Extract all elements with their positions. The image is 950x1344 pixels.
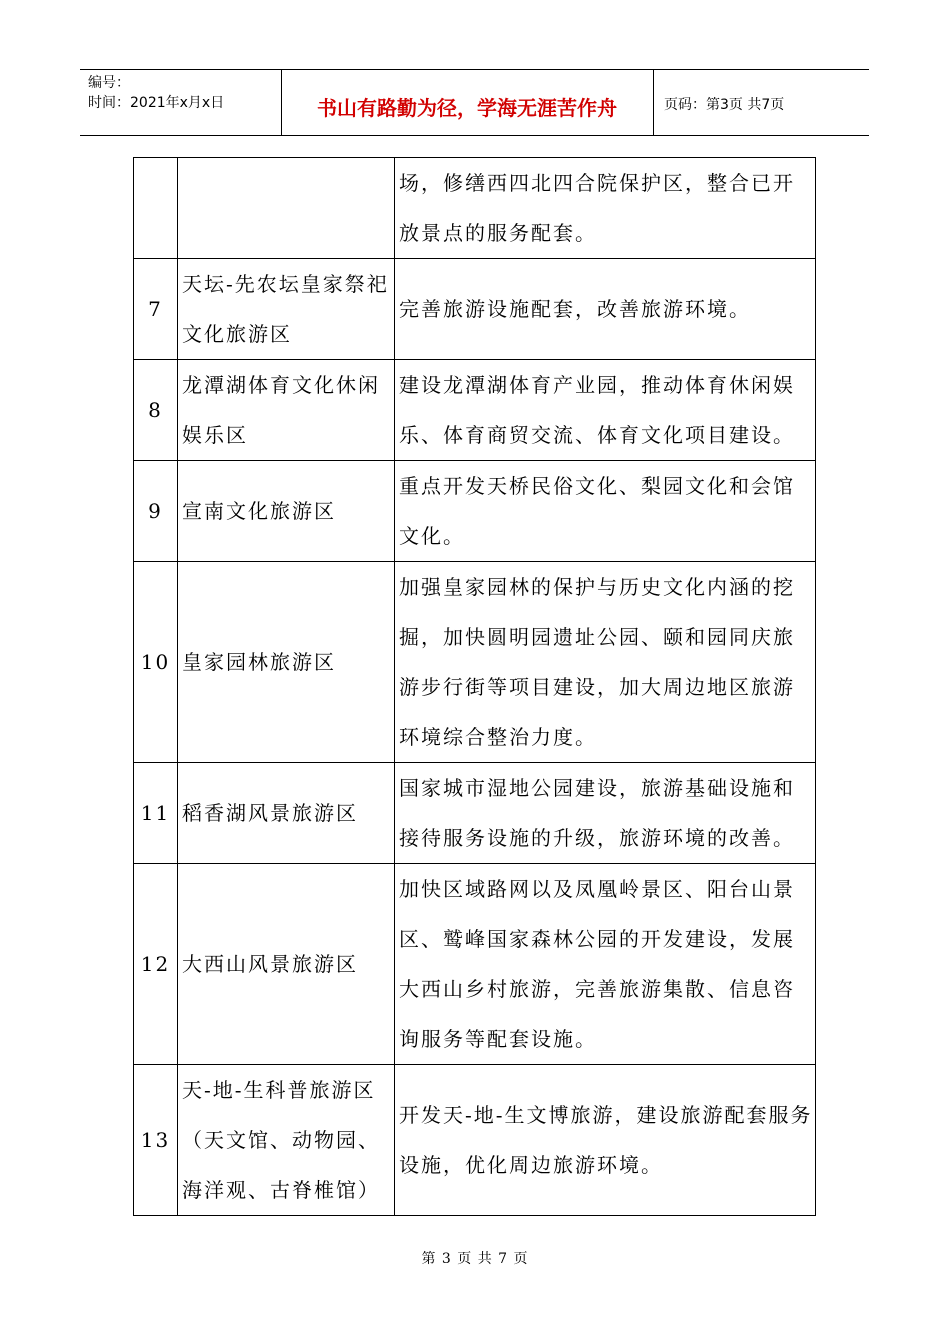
table-row [134, 1065, 816, 1216]
page-header [80, 69, 869, 136]
area-description: 完善旅游设施配套，改善旅游环境。 [395, 259, 816, 360]
area-description: 场，修缮西四北四合院保护区，整合已开放景点的服务配套。 [395, 158, 816, 259]
area-name [178, 158, 395, 259]
row-number: 12 [134, 864, 178, 1065]
table-row [134, 461, 816, 562]
table-row [134, 763, 816, 864]
area-description: 开发天-地-生文博旅游，建设旅游配套服务设施，优化周边旅游环境。 [395, 1065, 816, 1216]
serial-label: 编号： [88, 75, 130, 91]
area-description: 加强皇家园林的保护与历史文化内涵的挖掘，加快圆明园遗址公园、颐和园同庆旅游步行街等项目建设，加大周边地区旅游环境综合整治力度。 [395, 562, 816, 763]
table-row [134, 562, 816, 763]
row-number [134, 158, 178, 259]
time-label: 时间：2021年x月x日 [88, 95, 225, 111]
area-description: 重点开发天桥民俗文化、梨园文化和会馆文化。 [395, 461, 816, 562]
header-divider [653, 70, 654, 135]
row-number: 8 [134, 360, 178, 461]
header-page-info: 页码：第3页 共7页 [664, 97, 785, 113]
area-name: 宣南文化旅游区 [178, 461, 395, 562]
header-meta [88, 73, 224, 113]
area-name: 天-地-生科普旅游区（天文馆、动物园、海洋观、古脊椎馆） [178, 1065, 395, 1216]
area-description: 加快区域路网以及凤凰岭景区、阳台山景区、鹫峰国家森林公园的开发建设，发展大西山乡村旅游，完善旅游集散、信息咨询服务等配套设施。 [395, 864, 816, 1065]
area-name: 皇家园林旅游区 [178, 562, 395, 763]
area-description: 建设龙潭湖体育产业园，推动体育休闲娱乐、体育商贸交流、体育文化项目建设。 [395, 360, 816, 461]
area-name: 天坛-先农坛皇家祭祀文化旅游区 [178, 259, 395, 360]
page-footer: 第 3 页 共 7 页 [421, 1251, 529, 1267]
area-name: 稻香湖风景旅游区 [178, 763, 395, 864]
row-number: 11 [134, 763, 178, 864]
area-name: 龙潭湖体育文化休闲娱乐区 [178, 360, 395, 461]
row-number: 7 [134, 259, 178, 360]
table-row [134, 158, 816, 259]
scenic-areas-table [133, 157, 816, 1216]
row-number: 10 [134, 562, 178, 763]
area-description: 国家城市湿地公园建设，旅游基础设施和接待服务设施的升级，旅游环境的改善。 [395, 763, 816, 864]
table-row [134, 864, 816, 1065]
area-name: 大西山风景旅游区 [178, 864, 395, 1065]
table-row [134, 259, 816, 360]
table-row [134, 360, 816, 461]
header-motto: 书山有路勤为径，学海无涯苦作舟 [317, 96, 617, 120]
row-number: 9 [134, 461, 178, 562]
row-number: 13 [134, 1065, 178, 1216]
